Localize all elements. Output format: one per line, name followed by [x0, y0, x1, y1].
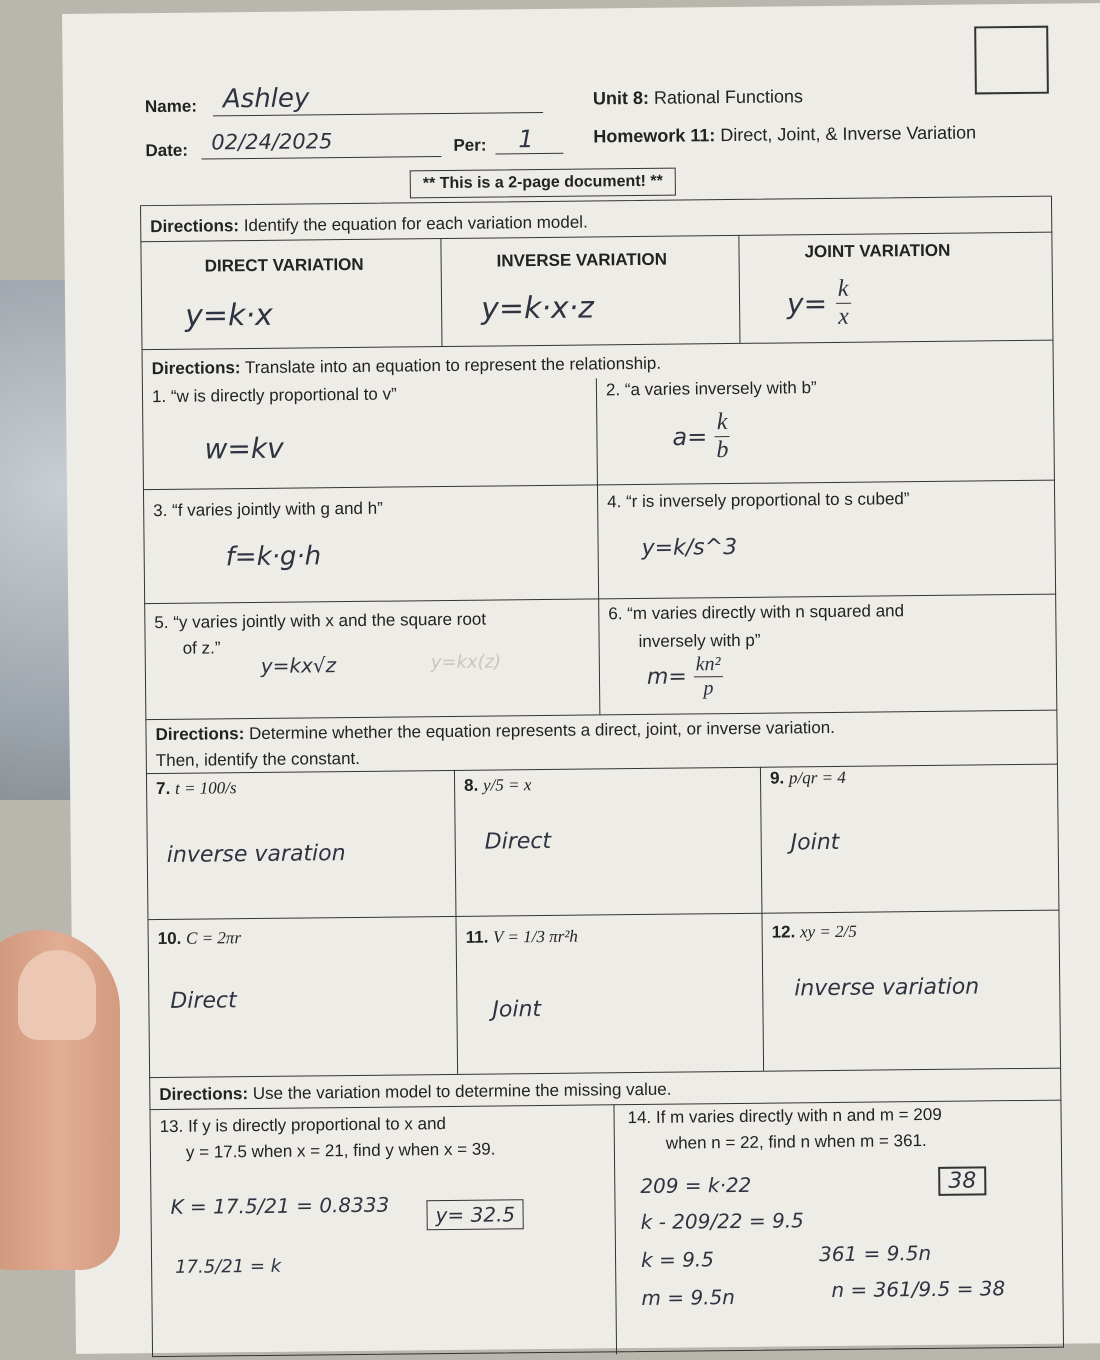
answer-6-fraction	[694, 653, 723, 700]
answer-13-boxed	[426, 1199, 524, 1230]
answer-13-value: y= 32.5	[435, 1202, 516, 1228]
question-10-equation: C = 2πr	[185, 928, 242, 948]
answer-6-lhs: m=	[646, 664, 687, 690]
answer-14-step-3: k = 9.5	[640, 1247, 715, 1273]
question-9-equation: p/qr = 4	[788, 767, 846, 788]
answer-6-num: kn²	[694, 653, 723, 677]
question-4: 4. “r is inversely proportional to s cubed”	[607, 489, 910, 512]
section1-directions-bold: Directions:	[150, 216, 240, 237]
question-5-line-2: of z.”	[182, 638, 221, 658]
answer-9: Joint	[790, 829, 840, 856]
section4-directions-bold: Directions:	[159, 1084, 249, 1105]
question-5-line-1: 5. “y varies jointly with x and the square root	[154, 609, 487, 633]
answer-7: inverse varation	[166, 841, 346, 868]
inverse-variation-answer: y=k·x·z	[480, 290, 595, 327]
worksheet-paper	[62, 3, 1100, 1354]
date-label: Date:	[145, 140, 189, 161]
answer-10: Direct	[170, 988, 237, 1014]
question-6-line-2: inversely with p”	[638, 630, 761, 651]
answer-13-constant: K = 17.5/21 = 0.8333	[170, 1192, 390, 1219]
direct-variation-answer: y=k·x	[184, 297, 273, 334]
question-13-line-2: y = 17.5 when x = 21, find y when x = 39.	[185, 1139, 496, 1162]
joint-answer-lhs: y=	[786, 287, 828, 321]
question-2: 2. “a varies inversely with b”	[605, 378, 817, 400]
section3-directions-text: Determine whether the equation represents a direct, joint, or inverse variation.	[248, 717, 836, 744]
per-value: 1	[518, 125, 534, 154]
question-6-line-1: 6. “m varies directly with n squared and	[608, 601, 905, 624]
answer-14-step-6: n = 361/9.5 = 38	[831, 1276, 1006, 1303]
score-box	[974, 26, 1049, 95]
answer-2-num: k	[715, 409, 730, 437]
question-10-number: 10.	[157, 928, 182, 949]
answer-8: Direct	[484, 828, 552, 855]
answer-11: Joint	[492, 997, 542, 1023]
question-10	[158, 928, 242, 949]
homework-title	[593, 122, 976, 147]
question-1: 1. “w is directly proportional to v”	[151, 384, 397, 407]
question-8-equation: y/5 = x	[482, 775, 532, 795]
question-11	[466, 927, 578, 948]
name-value: Ashley	[222, 83, 310, 115]
question-12	[772, 922, 857, 943]
joint-variation-header: JOINT VARIATION	[804, 240, 951, 262]
two-page-notice	[410, 168, 676, 199]
question-14-line-2: when n = 22, find n when m = 361.	[665, 1131, 927, 1153]
question-12-number: 12.	[771, 922, 796, 942]
question-8-number: 8.	[463, 775, 479, 795]
answer-3: f=k·g·h	[225, 541, 322, 573]
unit-bold: Unit 8:	[592, 87, 650, 109]
question-14-line-1: 14. If m varies directly with n and m = 209	[627, 1104, 942, 1128]
answer-6	[647, 653, 723, 701]
inverse-variation-header: INVERSE VARIATION	[496, 249, 668, 271]
joint-answer-den: x	[838, 303, 849, 330]
question-9-number: 9.	[769, 768, 785, 788]
answer-14-step-4: m = 9.5n	[641, 1285, 736, 1311]
section3-directions-line-2: Then, identify the constant.	[155, 748, 361, 771]
answer-14-value: 38	[948, 1168, 977, 1194]
answer-2-fraction	[715, 409, 730, 464]
answer-14-boxed	[938, 1166, 986, 1196]
question-8	[464, 775, 531, 796]
date-value: 02/24/2025	[211, 129, 333, 155]
answer-13-constant-work: 17.5/21 = k	[175, 1255, 282, 1278]
homework-rest: Direct, Joint, & Inverse Variation	[720, 122, 977, 146]
question-13-line-1: 13. If y is directly proportional to x and	[159, 1114, 447, 1137]
unit-rest: Rational Functions	[653, 86, 804, 108]
joint-answer-fraction	[836, 276, 851, 331]
date-underline	[202, 156, 442, 160]
notice-text: ** This is a 2-page document! **	[422, 172, 663, 193]
answer-2-lhs: a=	[672, 422, 708, 452]
section2-directions-text: Translate into an equation to represent the relationship.	[244, 353, 662, 378]
section1-directions-text: Identify the equation for each variation model.	[243, 212, 588, 236]
answer-6-den: p	[703, 677, 714, 700]
question-7-equation: t = 100/s	[174, 778, 237, 798]
answer-14-step-2: k - 209/22 = 9.5	[640, 1208, 804, 1235]
section4-directions-text: Use the variation model to determine the missing value.	[252, 1079, 672, 1104]
answer-14-step-1: 209 = k·22	[640, 1172, 752, 1199]
joint-variation-answer	[787, 276, 851, 332]
question-11-number: 11.	[465, 927, 489, 947]
question-3: 3. “f varies jointly with g and h”	[153, 498, 383, 521]
per-label: Per:	[453, 135, 487, 155]
answer-4: y=k/s^3	[641, 534, 738, 561]
answer-5: y=kx√z	[260, 653, 337, 678]
question-12-equation: xy = 2/5	[799, 921, 857, 942]
answer-2	[672, 409, 730, 465]
answer-2-den: b	[716, 437, 729, 464]
section3-directions-bold: Directions:	[155, 724, 245, 745]
homework-bold: Homework 11:	[593, 125, 716, 147]
question-11-equation: V = 1/3 πr²h	[493, 926, 578, 947]
answer-14-step-5: 361 = 9.5n	[818, 1240, 932, 1267]
section2-directions-bold: Directions:	[151, 358, 241, 379]
name-label: Name:	[144, 96, 198, 117]
question-7-number: 7.	[156, 778, 171, 799]
unit-title	[593, 86, 803, 109]
answer-5-erased: y=kx(z)	[430, 651, 502, 674]
thumbnail	[18, 950, 96, 1040]
answer-12: inverse variation	[794, 974, 980, 1002]
joint-answer-num: k	[836, 276, 851, 304]
direct-variation-header: DIRECT VARIATION	[204, 254, 364, 276]
answer-1: w=kv	[204, 431, 284, 466]
question-7	[156, 778, 237, 799]
question-9	[770, 768, 846, 789]
